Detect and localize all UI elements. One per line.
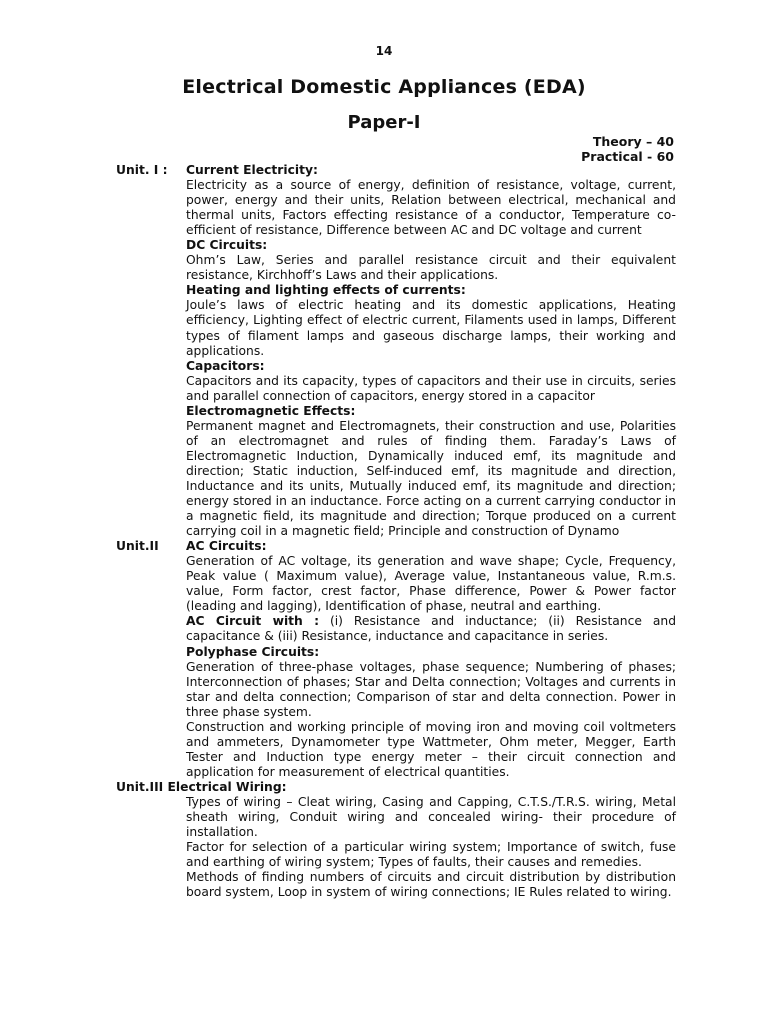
marks-block: [581, 134, 674, 165]
syllabus-content: [116, 163, 676, 900]
section-text: Capacitors and its capacity, types of capacitors and their use in circuits, series and parallel connection of capacitors, energy stored in a capacitor: [186, 373, 676, 403]
theory-marks: Theory – 40: [592, 134, 674, 149]
page-title: Electrical Domestic Appliances (EDA): [182, 76, 586, 98]
practical-marks: Practical - 60: [581, 149, 674, 165]
section-heading: Electromagnetic Effects:: [186, 403, 356, 418]
section-text: Generation of AC voltage, its generation and wave shape; Cycle, Frequency, Peak value ( Maximum value), Average value, Instantaneous value, R.m.s. value, Form factor, crest factor, Phase difference, Power & Power factor (leading and lagging), Identification of phase, neutral and earthing.: [186, 554, 676, 614]
unit-3: [116, 780, 676, 900]
section-text: Ohm’s Law, Series and parallel resistance circuit and their equivalent resistance, Kirchhoff’s Laws and their applications.: [186, 253, 676, 283]
unit-label: [116, 780, 287, 795]
unit-body: [186, 163, 676, 539]
section-text: Construction and working principle of moving iron and moving coil voltmeters and ammeters, Dynamometer type Wattmeter, Ohm meter, Megger, Earth Tester and Induction type energy meter – their circuit connection and application for measurement of electrical quantities.: [186, 719, 676, 779]
section-text: Methods of finding numbers of circuits and circuit distribution by distribution board system, Loop in system of wiring connections; IE Rules related to wiring.: [186, 870, 676, 900]
section-text: [186, 614, 676, 644]
unit-label: Unit. I :: [116, 163, 168, 177]
inline-heading: AC Circuit with :: [186, 614, 320, 629]
section-text: Permanent magnet and Electromagnets, their construction and use, Polarities of an electromagnet and rules of finding them. Faraday’s Laws of Electromagnetic Induction, Dynamically induced emf, its magnitude and direction; Static induction, Self-induced emf, its magnitude and direction, Inductance and its units, Mutually induced emf, its magnitude and direction; energy stored in an inductance. Force acting on a current carrying conductor in a magnetic field, its magnitude and direction; Torque produced on a current carrying coil in a magnetic field; Principle and construction of Dynamo: [186, 418, 676, 539]
unit-2: [116, 539, 676, 780]
section-heading: AC Circuits:: [186, 539, 267, 554]
unit-body: [186, 780, 676, 900]
paper-subtitle: Paper-I: [347, 112, 421, 133]
section-heading: Polyphase Circuits:: [186, 644, 320, 659]
section-text: Generation of three-phase voltages, phase sequence; Numbering of phases; Interconnection of phases; Star and Delta connection; Voltages and currents in star and delta connection; Comparison of star and delta connection. Power in three phase system.: [186, 659, 676, 719]
section-heading: Capacitors:: [186, 358, 265, 373]
unit-label-text: Unit.III: [116, 779, 164, 794]
section-heading: Current Electricity:: [186, 163, 318, 177]
section-text: Joule’s laws of electric heating and its domestic applications, Heating efficiency, Lighting effect of electric current, Filaments used in lamps, Different types of filament lamps and gaseous discharge lamps, their working and applications.: [186, 298, 676, 358]
section-heading: Heating and lighting effects of currents:: [186, 283, 466, 298]
section-heading: Electrical Wiring:: [167, 779, 287, 794]
page-number: 14: [375, 44, 393, 58]
section-text: Types of wiring – Cleat wiring, Casing and Capping, C.T.S./T.R.S. wiring, Metal sheath wiring, Conduit wiring and concealed wiring- their procedure of installation.: [186, 794, 676, 840]
section-text: Factor for selection of a particular wiring system; Importance of switch, fuse and earthing of wiring system; Types of faults, their causes and remedies.: [186, 840, 676, 870]
unit-1: [116, 163, 676, 539]
unit-body: [186, 539, 676, 780]
section-heading: DC Circuits:: [186, 238, 268, 253]
unit-label: Unit.II: [116, 539, 159, 554]
inline-text: (i) Resistance and inductance; (ii) Resistance and capacitance & (iii) Resistance, inductance and capacitance in series.: [186, 614, 676, 644]
section-text: Electricity as a source of energy, definition of resistance, voltage, current, power, energy and their units, Relation between electrical, mechanical and thermal units, Factors effecting resistance of a conductor, Temperature co-efficient of resistance, Difference between AC and DC voltage and current: [186, 178, 676, 238]
